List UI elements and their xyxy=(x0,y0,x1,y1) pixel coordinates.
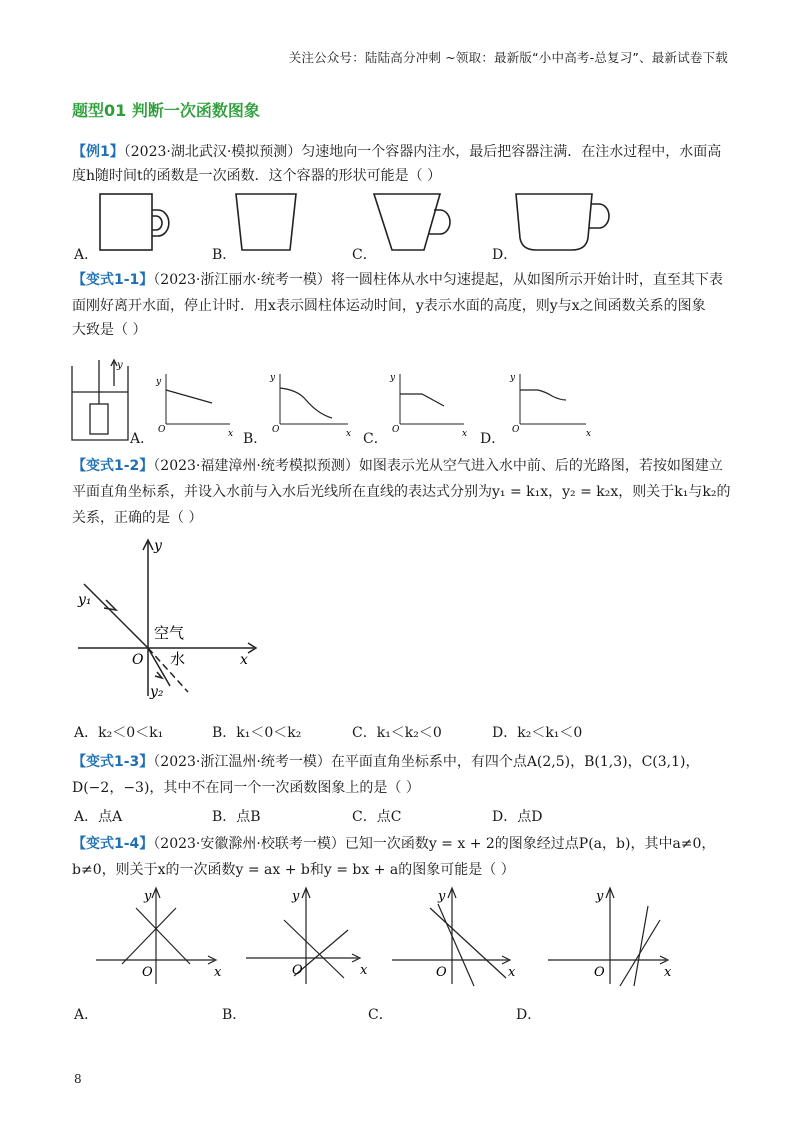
q1-text1: （2023·湖北武汉·模拟预测）匀速地向一个容器内注水，最后把容器注满．在注水过程中，水面高 xyxy=(123,144,722,160)
fig-air-label: 空气 xyxy=(154,624,185,642)
q2-option-d: D． xyxy=(480,431,506,447)
graph-a-x: x xyxy=(228,429,234,439)
beaker-y-label: y xyxy=(117,360,123,371)
q5b-o: O xyxy=(292,963,303,978)
q5-text1: （2023·安徽滁州·校联考一模）已知一次函数y = x + 2的图象经过点P(a，b)，其中a≠0， xyxy=(153,836,716,852)
fig-water-label: 水 xyxy=(170,650,186,668)
graph-d-y: y xyxy=(510,373,516,383)
q5a-y: y xyxy=(144,889,152,904)
q5-graph-d xyxy=(548,888,668,986)
q5-graph-a xyxy=(96,888,216,984)
container-a xyxy=(100,194,169,250)
q5-option-b: B． xyxy=(222,1007,247,1023)
q4-line2: D(−2，−3)，其中不在同一个一次函数图象上的是（ ） xyxy=(72,780,420,796)
fig-origin-label: O xyxy=(132,652,144,668)
q2-option-b: B． xyxy=(243,431,268,447)
q1-option-b: B． xyxy=(212,247,237,263)
graph-d-x: x xyxy=(586,429,592,439)
q5-line1 xyxy=(72,834,715,854)
q3-text1: （2023·福建漳州·统考模拟预测）如图表示光从空气进入水中前、后的光路图，若按如图建立 xyxy=(153,458,723,474)
q5-graphs xyxy=(80,884,680,988)
q5b-x: x xyxy=(360,963,368,978)
q3-line1 xyxy=(72,456,723,476)
fig-x-label: x xyxy=(240,652,248,668)
q5d-y: y xyxy=(596,889,604,904)
fig-y-label: y xyxy=(154,538,162,554)
q5a-o: O xyxy=(142,965,153,980)
graph-a xyxy=(166,374,230,424)
q5-graph-c xyxy=(392,888,510,986)
q3-option-c: C．k₁＜k₂＜0 xyxy=(352,725,442,741)
container-c xyxy=(374,194,450,250)
section-title: 题型01 判断一次函数图象 xyxy=(72,101,260,120)
q5c-o: O xyxy=(436,965,447,980)
q1-line2: 度h随时间t的函数是一次函数．这个容器的形状可能是（ ） xyxy=(72,168,442,184)
fig-y2-label: y₂ xyxy=(150,684,164,700)
q2-line3: 大致是（ ） xyxy=(72,322,147,338)
refracted-ray xyxy=(148,648,170,686)
q2-text1: （2023·浙江丽水·统考一模）将一圆柱体从水中匀速提起，从如图所示开始计时，直至其下表 xyxy=(153,272,723,288)
q4-text1: （2023·浙江温州·统考一模）在平面直角坐标系中，有四个点A(2,5)，B(1,3)，C(3,1)， xyxy=(153,754,700,770)
graph-b-x: x xyxy=(346,429,352,439)
graph-c-x: x xyxy=(462,429,468,439)
q2-line1 xyxy=(72,270,723,290)
q5-line2: b≠0，则关于x的一次函数y = ax + b和y = bx + a的图象可能是（ ） xyxy=(72,862,515,878)
q5d-o: O xyxy=(594,965,605,980)
graph-a-o: O xyxy=(158,425,166,435)
page-header: 关注公众号：陆陆高分冲刺 ~领取：最新版“小中高考-总复习”、最新试卷下载 xyxy=(288,50,728,65)
q4-option-c: C．点C xyxy=(352,809,402,825)
q5-option-c: C． xyxy=(368,1007,393,1023)
refracted-arrow xyxy=(155,672,162,678)
q1-tag: 【例1】 xyxy=(72,144,124,160)
q3-line2: 平面直角坐标系，并设入水前与入水后光线所在直线的表达式分别为y₁ = k₁x，y₂ = k₂x，则关于k₁与k₂的 xyxy=(72,484,731,500)
container-d xyxy=(516,194,609,250)
q5c-y: y xyxy=(438,889,446,904)
graph-d-o: O xyxy=(512,425,520,435)
q2-line2: 面刚好离开水面，停止计时．用x表示圆柱体运动时间，y表示水面的高度，则y与x之间函数关系的图象 xyxy=(72,298,706,314)
container-b xyxy=(236,194,296,250)
q3-option-b: B．k₁＜0＜k₂ xyxy=(212,725,302,741)
graph-c-y: y xyxy=(390,373,396,383)
q3-tag: 【变式1-2】 xyxy=(72,458,154,474)
q5-option-a: A． xyxy=(74,1007,99,1023)
q3-line3: 关系，正确的是（ ） xyxy=(72,510,203,526)
graph-d xyxy=(520,374,586,424)
q3-option-a: A．k₂＜0＜k₁ xyxy=(74,725,164,741)
graph-c xyxy=(400,374,464,424)
incident-ray xyxy=(84,584,148,648)
q4-line1 xyxy=(72,752,700,772)
q5-graph-b xyxy=(246,888,360,984)
q5b-y: y xyxy=(292,889,300,904)
q2-tag: 【变式1-1】 xyxy=(72,272,154,288)
q5-tag: 【变式1-4】 xyxy=(72,836,154,852)
graph-b-o: O xyxy=(272,425,280,435)
graph-b-y: y xyxy=(270,373,276,383)
q4-option-a: A．点A xyxy=(74,809,123,825)
graph-c-o: O xyxy=(392,425,400,435)
graph-b xyxy=(280,374,348,424)
q5-option-d: D． xyxy=(516,1007,542,1023)
q3-light-path-figure xyxy=(72,536,272,702)
q4-option-b: B．点B xyxy=(212,809,261,825)
q4-option-d: D．点D xyxy=(492,809,543,825)
q1-option-a: A． xyxy=(74,247,99,263)
q1-option-c: C． xyxy=(352,247,377,263)
q2-option-c: C． xyxy=(363,431,388,447)
q3-option-d: D．k₂＜k₁＜0 xyxy=(492,725,583,741)
q5c-x: x xyxy=(508,965,516,980)
page-number: 8 xyxy=(74,1072,82,1086)
graph-a-y: y xyxy=(156,377,162,387)
q1-option-d: D． xyxy=(492,247,518,263)
beaker-figure xyxy=(72,360,128,440)
fig-y1-label: y₁ xyxy=(78,592,92,608)
q1-line1 xyxy=(72,142,721,162)
q5a-x: x xyxy=(214,965,222,980)
q2-option-a: A． xyxy=(130,431,155,447)
q5d-x: x xyxy=(664,965,672,980)
q4-tag: 【变式1-3】 xyxy=(72,754,154,770)
